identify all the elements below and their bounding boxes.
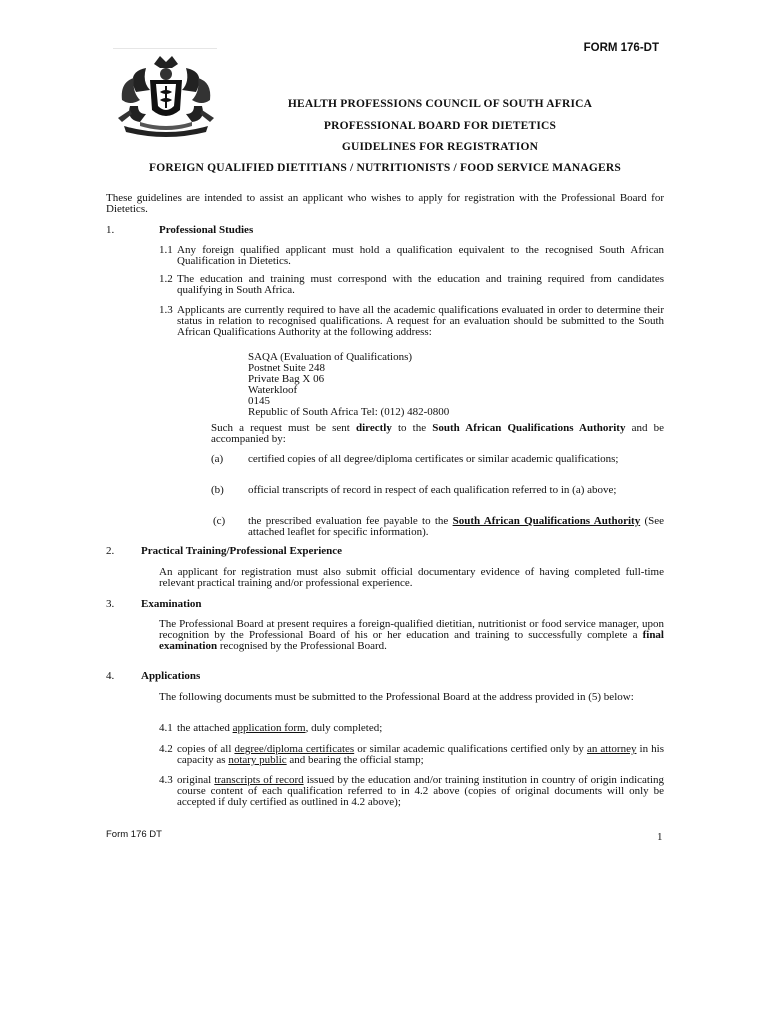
address-line: Private Bag X 06 [248, 373, 325, 385]
address-line: 0145 [248, 395, 270, 407]
section-3-title: Examination [141, 598, 202, 610]
title-guidelines: GUIDELINES FOR REGISTRATION [341, 141, 539, 153]
section-4-title: Applications [141, 670, 201, 682]
sub-item-a-label: (a) [211, 453, 224, 465]
title-board: PROFESSIONAL BOARD FOR DIETETICS [323, 120, 557, 132]
request-paragraph: Such a request must be sent directly to the South African Qualifications Authority and be accompanied by: [211, 422, 665, 445]
item-1-2-number: 1.2 [159, 273, 173, 285]
item-4-2-number: 4.2 [159, 743, 173, 755]
saqa-address [248, 352, 449, 418]
saqa-link[interactable]: South African Qualifications Authority [452, 515, 641, 527]
sub-item-b-label: (b) [211, 484, 224, 496]
address-line: SAQA (Evaluation of Qualifications) [248, 351, 413, 363]
certificates-link[interactable]: degree/diploma certificates [234, 743, 355, 755]
sub-item-b-text: official transcripts of record in respect of each qualification referred to in (a) above; [248, 484, 617, 496]
item-4-3-number: 4.3 [159, 774, 173, 786]
hpcsa-crest-icon [116, 52, 216, 138]
item-4-3-text: original transcripts of record issued by the education and/or training institution in country of origin indicating course content of each qualification referred to in 4.2 above (copies of original documents will only be accepted if duly certified as outlined in 4.2 above); [177, 774, 665, 808]
section-4-intro: The following documents must be submitted to the Professional Board at the address provided in (5) below: [159, 691, 634, 703]
section-2-title: Practical Training/Professional Experience [141, 545, 343, 557]
intro-paragraph: These guidelines are intended to assist an applicant who wishes to apply for registration with the Professional Board for Dietetics. [106, 192, 664, 215]
attorney-link[interactable]: an attorney [586, 743, 637, 755]
title-council: HEALTH PROFESSIONS COUNCIL OF SOUTH AFRICA [287, 98, 593, 110]
address-line: Waterkloof [248, 384, 298, 396]
form-number: FORM 176-DT [583, 42, 659, 54]
section-2-number: 2. [106, 545, 115, 557]
section-3-text: The Professional Board at present requires a foreign-qualified dietitian, nutritionist or food service manager, upon recognition by the Professional Board of his or her education and training to successfully complete a final examination recognised by the Professional Board. [159, 618, 664, 652]
section-4-number: 4. [106, 670, 115, 682]
header-rule [113, 48, 217, 49]
section-3-number: 3. [106, 598, 115, 610]
item-4-1-text: the attached application form, duly completed; [177, 722, 383, 734]
title-foreign-qualified: FOREIGN QUALIFIED DIETITIANS / NUTRITIONISTS / FOOD SERVICE MANAGERS [148, 162, 621, 174]
page-number: 1 [657, 831, 663, 843]
item-4-1-number: 4.1 [159, 722, 173, 734]
item-1-1-number: 1.1 [159, 244, 173, 256]
item-1-1-text: Any foreign qualified applicant must hold a qualification equivalent to the recognised South African Qualification in Dietetics. [177, 244, 664, 267]
item-4-2-text: copies of all degree/diploma certificates or similar academic qualifications certified only by an attorney in his capacity as notary public and bearing the official stamp; [177, 743, 664, 766]
footer-form-label: Form 176 DT [106, 829, 162, 840]
item-1-2-text: The education and training must correspond with the education and training required from candidates qualifying in South Africa. [177, 273, 664, 296]
item-1-3-number: 1.3 [159, 304, 173, 316]
item-1-3-text: Applicants are currently required to have all the academic qualifications evaluated in order to determine their status in relation to recognised qualifications. A request for an evaluation should be submitted to the South African Qualifications Authority at the following address: [177, 304, 664, 338]
transcripts-link[interactable]: transcripts of record [214, 774, 304, 786]
application-form-link[interactable]: application form [232, 722, 306, 734]
section-1-number: 1. [106, 224, 115, 236]
sub-item-c-text: the prescribed evaluation fee payable to the South African Qualifications Authority (See attached leaflet for specific information). [248, 515, 665, 538]
sub-item-a-text: certified copies of all degree/diploma certificates or similar academic qualifications; [248, 453, 619, 465]
section-2-text: An applicant for registration must also submit official documentary evidence of having completed full-time relevant practical training and/or professional experience. [159, 566, 664, 589]
section-1-title: Professional Studies [159, 224, 254, 236]
notary-public-link[interactable]: notary public [228, 754, 287, 766]
address-line: Republic of South Africa Tel: (012) 482-0800 [248, 406, 450, 418]
sub-item-c-label: (c) [213, 515, 226, 527]
address-line: Postnet Suite 248 [248, 362, 326, 374]
